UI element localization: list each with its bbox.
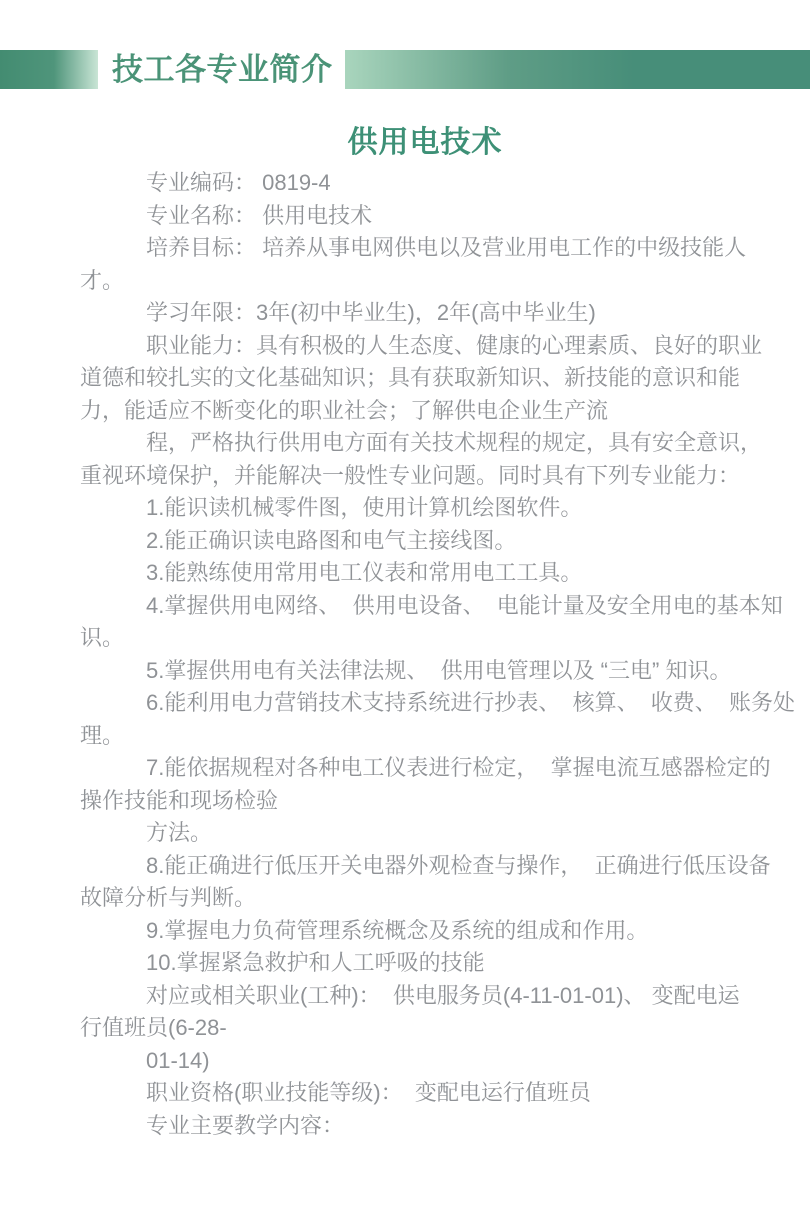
text-line: 程，严格执行供用电方面有关技术规程的规定，具有安全意识，: [146, 430, 763, 455]
text-line: 职业资格(职业技能等级)： 变配电运行值班员: [146, 1080, 591, 1105]
body-lines: [80, 167, 796, 1142]
text-line: 力，能适应不断变化的职业社会；了解供电企业生产流: [80, 397, 609, 423]
text-line: 学习年限：3年(初中毕业生)，2年(高中毕业生): [146, 300, 596, 325]
text-line: 才。: [80, 267, 125, 293]
text-line: 6.能利用电力营销技术支持系统进行抄表、 核算、 收费、 账务处: [146, 690, 796, 715]
section-title: 供用电技术: [347, 126, 503, 159]
text-line: 8.能正确进行低压开关电器外观检查与操作， 正确进行低压设备: [146, 852, 771, 878]
text-line: 9.掌握电力负荷管理系统概念及系统的组成和作用。: [146, 917, 649, 943]
page-header: [0, 50, 810, 89]
text-line: 专业主要教学内容：: [146, 1112, 345, 1138]
text-line: 重视环境保护，并能解决一般性专业问题。同时具有下列专业能力：: [80, 462, 741, 488]
text-line: 识。: [80, 625, 125, 650]
page-title: 技工各专业简介: [112, 52, 333, 87]
text-line: 操作技能和现场检验: [80, 787, 279, 813]
text-line: 方法。: [146, 820, 213, 845]
text-line: 专业编码： 0819-4: [146, 170, 331, 195]
text-line: 01-14): [146, 1047, 210, 1073]
text-line: 理。: [80, 722, 125, 748]
text-line: 1.能识读机械零件图，使用计算机绘图软件。: [146, 495, 583, 520]
text-line: 培养目标： 培养从事电网供电以及营业用电工作的中级技能人: [146, 235, 747, 260]
text-line: 3.能熟练使用常用电工仪表和常用电工工具。: [146, 560, 583, 585]
text-line: 10.掌握紧急救护和人工呼吸的技能: [146, 950, 485, 975]
text-line: 5.掌握供用电有关法律法规、 供用电管理以及 “三电” 知识。: [146, 657, 732, 683]
text-line: 行值班员(6-28-: [80, 1015, 227, 1040]
text-line: 2.能正确识读电路图和电气主接线图。: [146, 527, 517, 553]
header-band-right: [345, 50, 810, 89]
text-line: 对应或相关职业(工种)： 供电服务员(4-11-01-01)、 变配电运: [146, 982, 740, 1008]
text-line: 专业名称： 供用电技术: [146, 202, 373, 228]
text-line: 道德和较扎实的文化基础知识；具有获取新知识、新技能的意识和能: [80, 365, 741, 390]
text-line: 故障分析与判断。: [80, 885, 257, 910]
text-line: 4.掌握供用电网络、 供用电设备、 电能计量及安全用电的基本知: [146, 592, 783, 618]
header-band-left: [0, 50, 98, 89]
text-line: 7.能依据规程对各种电工仪表进行检定， 掌握电流互感器检定的: [146, 755, 771, 780]
text-line: 职业能力：具有积极的人生态度、健康的心理素质、良好的职业: [146, 332, 763, 358]
